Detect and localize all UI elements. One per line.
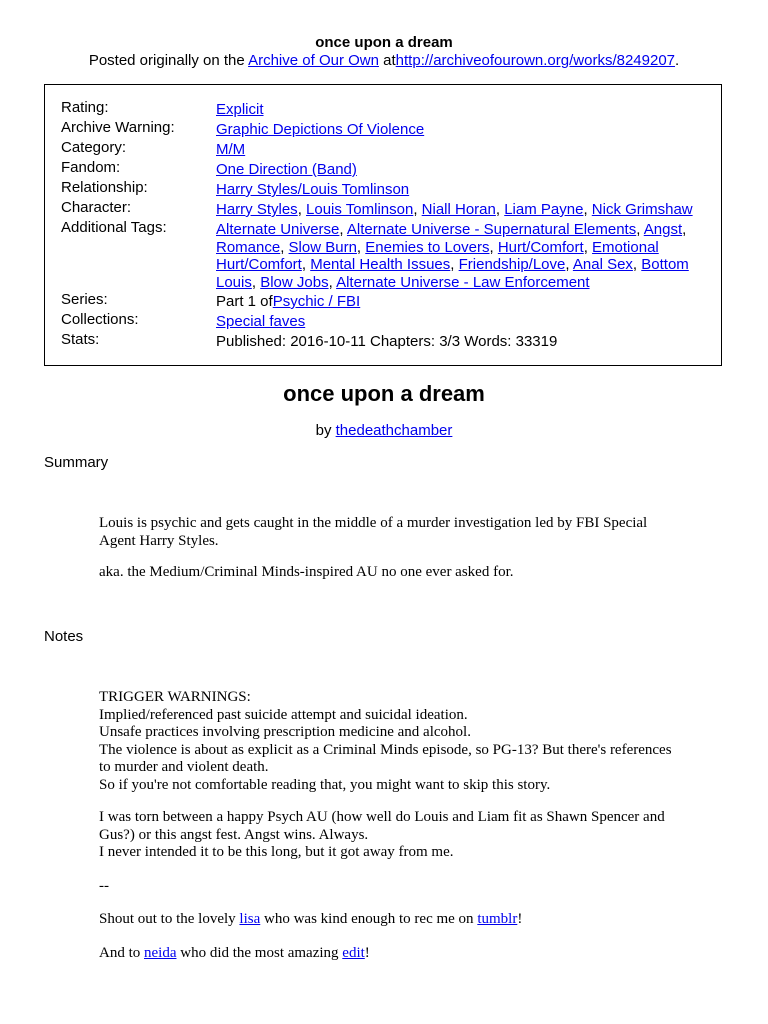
meta-list-link[interactable]: Bottom Louis [216,256,689,291]
trigger-title: TRIGGER WARNINGS: [99,689,251,705]
neida-middle: who did the most amazing [180,944,339,961]
tags-label: Additional Tags: [61,219,167,236]
posted-prefix: Posted originally on the [88,52,245,69]
rating-label: Rating: [61,99,109,116]
neida-prefix: And to [99,944,141,961]
work-title: once upon a dream [283,381,485,406]
stats-value: Published: 2016-10-11 Chapters: 3/3 Words: 33319 [216,333,558,350]
neida-link[interactable]: neida [144,944,177,961]
meta-list-link[interactable]: Liam Payne [504,201,584,218]
category-link[interactable]: M/M [216,141,246,158]
shout-prefix: Shout out to the lovely [99,911,236,927]
series-prefix: Part 1 of [216,293,273,310]
meta-list-link[interactable]: Slow Burn [288,238,357,256]
meta-list-link[interactable]: Enemies to Lovers [365,238,490,256]
stats-label: Stats: [61,331,100,348]
relationship-label: Relationship: [61,179,148,196]
summary-paragraph-2: aka. the Medium/Criminal Minds-inspired AU no one ever asked for. [99,564,514,580]
notes-para2-line2: I never intended it to be this long, but it got away from me. [99,844,454,860]
meta-list-link[interactable]: Friendship/Love [458,256,566,273]
warning-label: Archive Warning: [61,119,175,136]
tumblr-link[interactable]: tumblr [477,911,518,927]
trigger-line-2: Unsafe practices involving prescription medicine and alcohol. [99,724,471,740]
notes-para2-line1: I was torn between a happy Psych AU (how well do Louis and Liam fit as Shawn Spencer and Gus?) or this angst fest. Angst wins. Always. [99,809,665,843]
trigger-line-4: So if you're not comfortable reading that, you might want to skip this story. [99,776,551,793]
edit-link[interactable]: edit [342,944,365,961]
meta-list-link[interactable]: Louis Tomlinson [306,201,414,218]
fandom-label: Fandom: [61,159,121,176]
collections-label: Collections: [61,311,139,328]
meta-list-link[interactable]: Hurt/Comfort [497,238,584,256]
meta-list-link[interactable]: Nick Grimshaw [591,201,693,218]
summary-text [99,515,679,582]
meta-list-link[interactable]: Anal Sex [572,256,633,273]
shout-suffix: ! [517,911,523,927]
collection-link[interactable]: Special faves [216,313,306,330]
character-label: Character: [61,199,132,216]
meta-list-link[interactable]: Niall Horan [421,201,496,218]
notes-heading: Notes [44,628,84,645]
tag-list: Alternate Universe, Alternate Universe - Supernatural Elements, Angst, Romance, Slow Burn, Enemies to Lovers, Hurt/Comfort, Emotional Hurt/Comfort, Mental Health Issues, Friendship/Love, Anal Sex, Bottom Louis, Blow Jobs, Alternate Universe - Law Enforcement [216,221,689,291]
lisa-link[interactable]: lisa [239,911,261,927]
document-title: once upon a dream [315,34,453,51]
warning-link[interactable]: Graphic Depictions Of Violence [216,121,425,138]
trigger-line-3: The violence is about as explicit as a Criminal Minds episode, so PG-13? But there's references to murder and violent death. [99,741,672,775]
notes-text [99,689,679,962]
neida-suffix: ! [364,944,370,961]
summary-heading: Summary [44,454,109,471]
by-word: by [315,422,332,439]
meta-list-link[interactable]: Blow Jobs [260,273,329,291]
meta-list-link[interactable]: Angst [643,221,683,238]
series-label: Series: [61,291,108,308]
relationship-link[interactable]: Harry Styles/Louis Tomlinson [216,181,410,198]
meta-list-link[interactable]: Harry Styles [216,201,298,218]
archive-link[interactable]: Archive of Our Own [248,52,379,69]
notes-divider: -- [99,877,109,894]
meta-list-link[interactable]: Emotional Hurt/Comfort [216,238,659,273]
category-label: Category: [61,139,127,156]
meta-list-link[interactable]: Alternate Universe [216,221,340,238]
work-url-link[interactable]: http://archiveofourown.org/works/8249207 [395,52,676,69]
meta-list-link[interactable]: Alternate Universe - Supernatural Elements [346,221,637,238]
work-meta-box [44,84,722,366]
period: . [675,52,680,69]
series-link[interactable]: Psychic / FBI [272,293,361,310]
byline [0,422,768,439]
shout-out-line [99,911,679,929]
at-word: at [383,52,396,69]
trigger-line-1: Implied/referenced past suicide attempt and suicidal ideation. [99,706,468,723]
meta-list-link[interactable]: Mental Health Issues [310,256,451,273]
summary-paragraph-1: Louis is psychic and gets caught in the middle of a murder investigation led by FBI Special Agent Harry Styles. [99,515,648,549]
posted-originally-line [0,52,768,69]
neida-line [99,945,679,963]
meta-list-link[interactable]: Romance [216,238,281,256]
shout-middle: who was kind enough to rec me on [264,911,474,927]
author-link[interactable]: thedeathchamber [335,422,453,439]
fandom-link[interactable]: One Direction (Band) [216,161,357,178]
meta-list-link[interactable]: Alternate Universe - Law Enforcement [336,273,590,291]
rating-link[interactable]: Explicit [216,101,264,118]
character-list: Harry Styles, Louis Tomlinson, Niall Horan, Liam Payne, Nick Grimshaw [216,201,693,218]
